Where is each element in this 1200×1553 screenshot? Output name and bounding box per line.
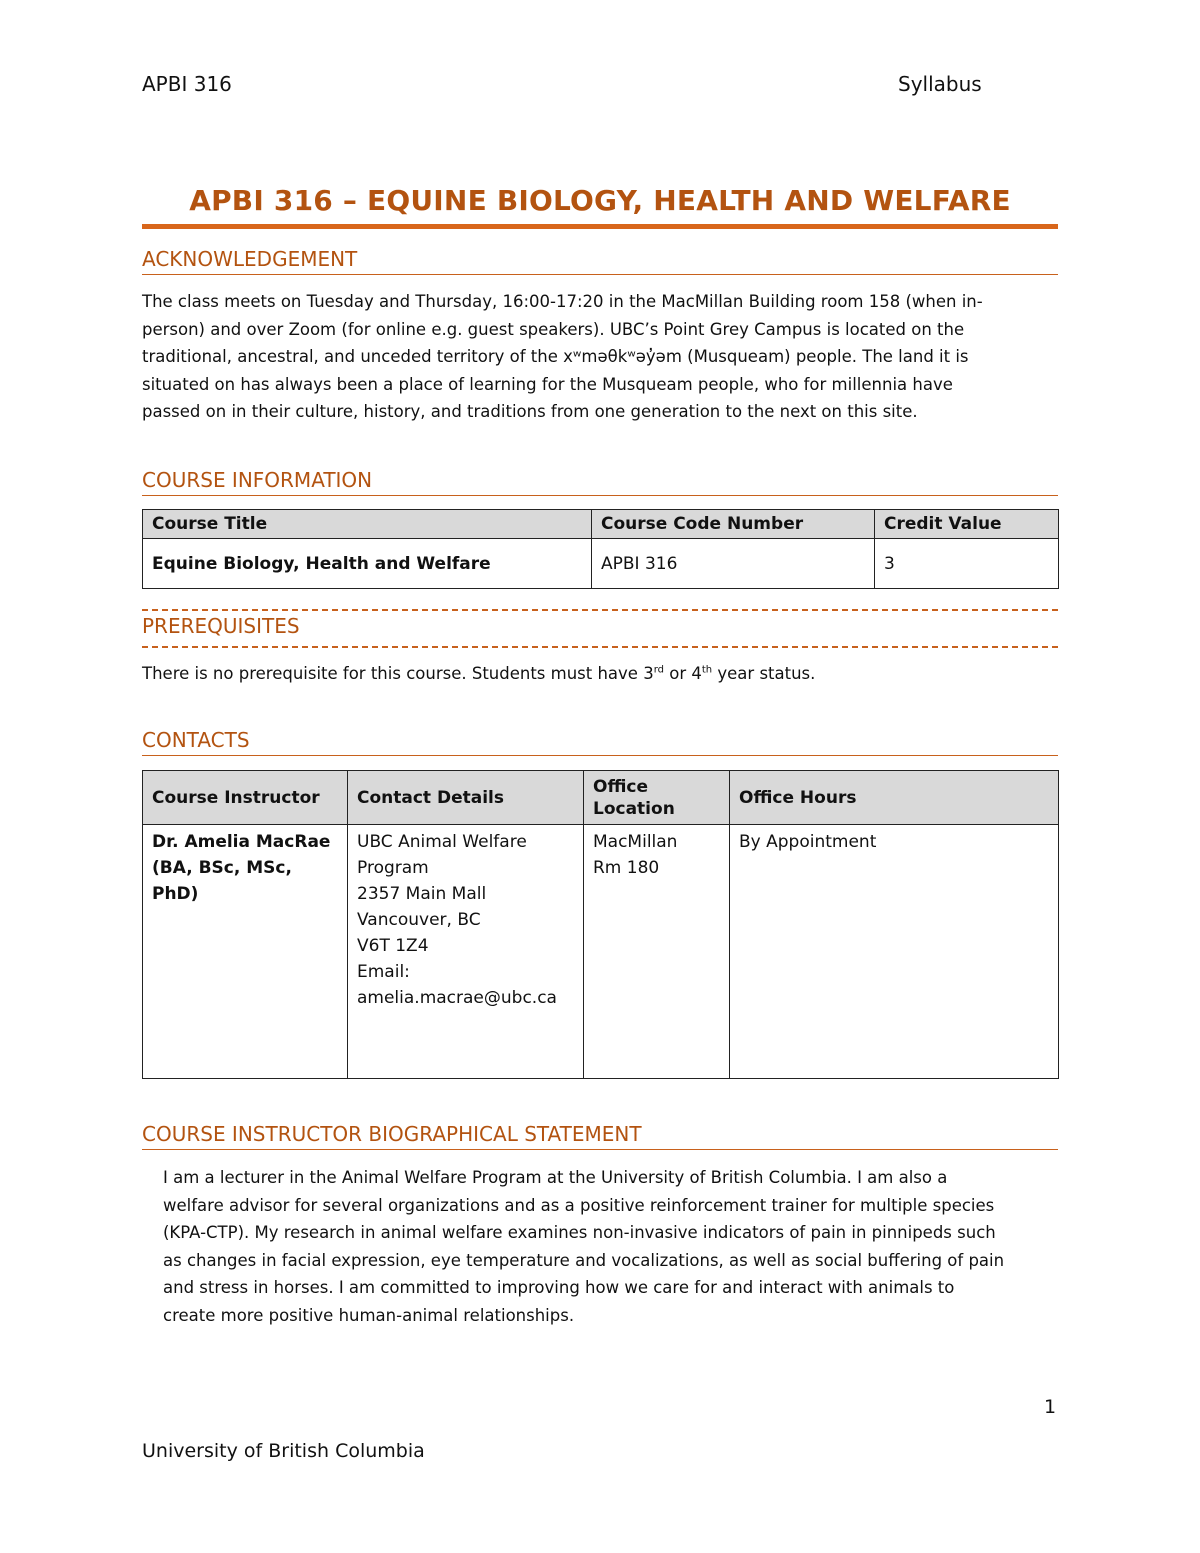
ack-line: traditional, ancestral, and unceded territory of the xʷməθkʷəy̓əm (Musqueam) people. The land it is xyxy=(142,347,969,366)
col-course-instructor: Course Instructor xyxy=(143,771,348,825)
col-course-title: Course Title xyxy=(143,510,592,539)
contact-email[interactable]: amelia.macrae@ubc.ca xyxy=(357,988,557,1008)
course-info-table xyxy=(142,509,1059,589)
col-credit-value: Credit Value xyxy=(875,510,1059,539)
bio-line: (KPA-CTP). My research in animal welfare examines non-invasive indicators of pain in pinnipeds such xyxy=(163,1223,996,1242)
course-code-value: APBI 316 xyxy=(592,539,875,589)
course-info-heading: COURSE INFORMATION xyxy=(142,467,1058,496)
header-course-code: APBI 316 xyxy=(142,72,232,96)
prereq-text-part: There is no prerequisite for this course. Students must have 3 xyxy=(142,664,654,683)
contact-line: Email: xyxy=(357,962,410,982)
acknowledgement-text xyxy=(142,288,1062,426)
contact-details-cell xyxy=(348,825,584,1079)
page-title: APBI 316 – EQUINE BIOLOGY, HEALTH AND WELFARE xyxy=(189,184,1011,217)
prereq-text-part: year status. xyxy=(712,664,816,683)
instructor-name: Dr. Amelia MacRae xyxy=(152,832,331,852)
bio-line: create more positive human-animal relationships. xyxy=(163,1305,575,1325)
instructor-cell xyxy=(143,825,348,1079)
bio-line: welfare advisor for several organizations and as a positive reinforcement trainer for multiple species xyxy=(163,1195,995,1215)
contacts-table xyxy=(142,770,1059,1079)
col-office-location: Office Location xyxy=(584,771,730,825)
prereq-text-part: or 4 xyxy=(664,664,702,683)
credit-value: 3 xyxy=(875,539,1059,589)
location-line: Rm 180 xyxy=(593,858,660,878)
prerequisites-text xyxy=(142,660,1062,688)
prereq-sup: rd xyxy=(653,664,664,676)
prereq-sup: th xyxy=(701,664,713,676)
footer-institution: University of British Columbia xyxy=(142,1440,425,1462)
prerequisites-heading: PREREQUISITES xyxy=(142,614,300,638)
header-doc-type: Syllabus xyxy=(898,72,982,96)
contacts-heading: CONTACTS xyxy=(142,727,1058,756)
instructor-degrees: (BA, BSc, MSc, PhD) xyxy=(152,858,292,904)
contact-line: Program xyxy=(357,858,429,878)
bio-line: as changes in facial expression, eye temperature and vocalizations, as well as social buffering of pain xyxy=(163,1250,1005,1270)
col-contact-details: Contact Details xyxy=(348,771,584,825)
contact-line: 2357 Main Mall xyxy=(357,884,487,904)
ack-line: The class meets on Tuesday and Thursday, 16:00-17:20 in the MacMillan Building room 158 (when in- xyxy=(142,292,983,311)
contact-line: Vancouver, BC xyxy=(357,910,481,930)
office-hours-value: By Appointment xyxy=(730,825,1059,1079)
ack-line: person) and over Zoom (for online e.g. guest speakers). UBC’s Point Grey Campus is located on the xyxy=(142,319,965,339)
col-office-hours: Office Hours xyxy=(730,771,1059,825)
bio-line: and stress in horses. I am committed to improving how we care for and interact with animals to xyxy=(163,1278,955,1297)
contact-line: V6T 1Z4 xyxy=(357,936,429,956)
ack-line: passed on in their culture, history, and traditions from one generation to the next on this site. xyxy=(142,402,918,421)
acknowledgement-heading: ACKNOWLEDGEMENT xyxy=(142,246,1058,275)
bio-heading: COURSE INSTRUCTOR BIOGRAPHICAL STATEMENT xyxy=(142,1121,1058,1150)
ack-line: situated on has always been a place of learning for the Musqueam people, who for millennia have xyxy=(142,374,953,394)
col-course-code: Course Code Number xyxy=(592,510,875,539)
course-title-value: Equine Biology, Health and Welfare xyxy=(143,539,592,589)
office-location-cell xyxy=(584,825,730,1079)
location-line: MacMillan xyxy=(593,832,678,852)
bio-line: I am a lecturer in the Animal Welfare Program at the University of British Columbia. I am also a xyxy=(163,1168,948,1187)
bio-text xyxy=(163,1164,1063,1329)
contact-line: UBC Animal Welfare xyxy=(357,832,527,852)
title-divider xyxy=(142,224,1058,229)
page-number: 1 xyxy=(1044,1396,1057,1418)
